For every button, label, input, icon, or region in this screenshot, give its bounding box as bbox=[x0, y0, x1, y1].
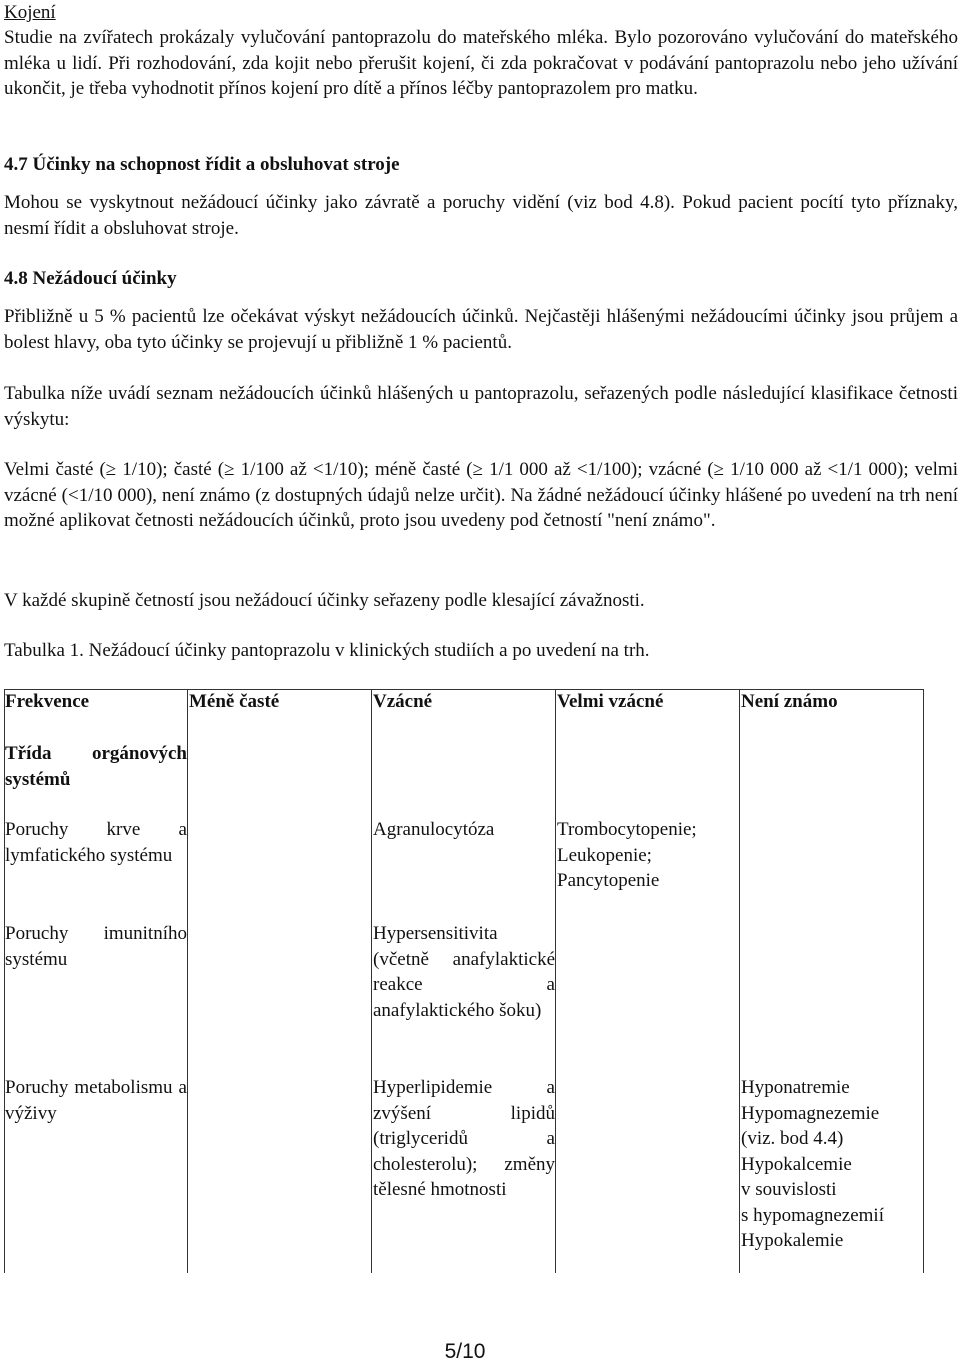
neni-znamo-line: Hypokalemie bbox=[741, 1230, 844, 1251]
adverse-effects-table bbox=[4, 689, 924, 1273]
section-4-8-title: 4.8 Nežádoucí účinky bbox=[4, 268, 177, 289]
header-neni-znamo: Není známo bbox=[741, 691, 838, 712]
row-organ: Poruchy imunitního systému bbox=[5, 923, 187, 970]
row-neni-znamo bbox=[740, 817, 924, 921]
header-vzacne: Vzácné bbox=[373, 691, 433, 712]
neni-znamo-line: Hyponatremie bbox=[741, 1077, 850, 1098]
table-caption: Tabulka 1. Nežádoucí účinky pantoprazolu v klinických studiích a po uvedení na trh. bbox=[4, 640, 650, 661]
section-4-8-p1: Přibližně u 5 % pacientů lze očekávat výskyt nežádoucích účinků. Nejčastěji hlášenými nežádoucími účinky jsou průjem a bolest hlavy, oba tyto účinky se projevují u přibližně 1 % pacientů. bbox=[4, 306, 958, 353]
kojeni-heading: Kojení bbox=[4, 2, 56, 23]
row-mene-caste bbox=[188, 921, 372, 1075]
header-mene-caste: Méně časté bbox=[189, 691, 280, 712]
row-vzacne: Hyperlipidemie a zvýšení lipidů (triglyceridů a cholesterolu); změny tělesné hmotnosti bbox=[373, 1077, 555, 1200]
section-4-8-p2: Tabulka níže uvádí seznam nežádoucích účinků hlášených u pantoprazolu, seřazených podle následující klasifikace četnosti výskytu: bbox=[4, 383, 958, 430]
table-header-row bbox=[4, 689, 924, 741]
section-4-8-p4: V každé skupině četností jsou nežádoucí účinky seřazeny podle klesající závažnosti. bbox=[4, 590, 645, 611]
table-row bbox=[4, 817, 924, 921]
section-4-7-text: Mohou se vyskytnout nežádoucí účinky jako závratě a poruchy vidění (viz bod 4.8). Pokud pacient pocítí tyto příznaky, nesmí řídit a obsluhovat stroje. bbox=[4, 192, 958, 239]
row-vzacne: Agranulocytóza bbox=[373, 819, 495, 840]
neni-znamo-line: v souvislosti bbox=[741, 1179, 837, 1200]
row-organ: Poruchy krve a lymfatického systému bbox=[5, 819, 187, 866]
kojeni-text: Studie na zvířatech prokázaly vylučování pantoprazolu do mateřského mléka. Bylo pozorováno vylučování do mateřského mléka u lidí. Při rozhodování, zda kojit nebo přerušit kojení, či zda pokračovat v podávání pantoprazolu nebo jeho užívání ukončit, je třeba vyhodnotit přínos kojení pro dítě a přínos léčby pantoprazolem pro matku. bbox=[4, 27, 958, 99]
section-kojeni-title bbox=[4, 0, 958, 26]
row-neni-znamo bbox=[740, 1075, 924, 1273]
neni-znamo-line: s hypomagnezemií bbox=[741, 1204, 884, 1226]
neni-znamo-line: (viz. bod 4.4) bbox=[741, 1128, 844, 1149]
row-velmi-vzacne bbox=[556, 921, 740, 1075]
row-velmi-vzacne: Trombocytopenie; Leukopenie; Pancytopenie bbox=[557, 819, 697, 891]
table-row bbox=[4, 921, 924, 1075]
table-subheader-row bbox=[4, 741, 924, 817]
subheader-organ-class: Třída orgánových systémů bbox=[5, 743, 187, 790]
section-4-7-title: 4.7 Účinky na schopnost řídit a obsluhovat stroje bbox=[4, 154, 400, 175]
row-mene-caste bbox=[188, 817, 372, 921]
page-number: 5/10 bbox=[444, 1340, 486, 1363]
row-vzacne: Hypersensitivita (včetně anafylaktické reakce a anafylaktického šoku) bbox=[373, 923, 555, 1021]
header-velmi-vzacne: Velmi vzácné bbox=[557, 691, 664, 712]
row-velmi-vzacne bbox=[556, 1075, 740, 1273]
row-mene-caste bbox=[188, 1075, 372, 1273]
section-4-8-p3: Velmi časté (≥ 1/10); časté (≥ 1/100 až <1/10); méně časté (≥ 1/1 000 až <1/100); vzácné (≥ 1/10 000 až <1/1 000); velmi vzácné (<1/10 000), není známo (z dostupných údajů nelze určit). Na žádné nežádoucí účinky hlášené po uvedení na trh není možné aplikovat četnosti nežádoucích účinků, proto jsou uvedeny pod četností "není známo". bbox=[4, 459, 958, 531]
neni-znamo-line: Hypomagnezemie bbox=[741, 1102, 880, 1124]
neni-znamo-line: Hypokalcemie bbox=[741, 1153, 852, 1175]
row-organ: Poruchy metabolismu a výživy bbox=[5, 1077, 187, 1124]
table-row bbox=[4, 1075, 924, 1273]
header-frekvence: Frekvence bbox=[5, 691, 90, 712]
row-neni-znamo bbox=[740, 921, 924, 1075]
